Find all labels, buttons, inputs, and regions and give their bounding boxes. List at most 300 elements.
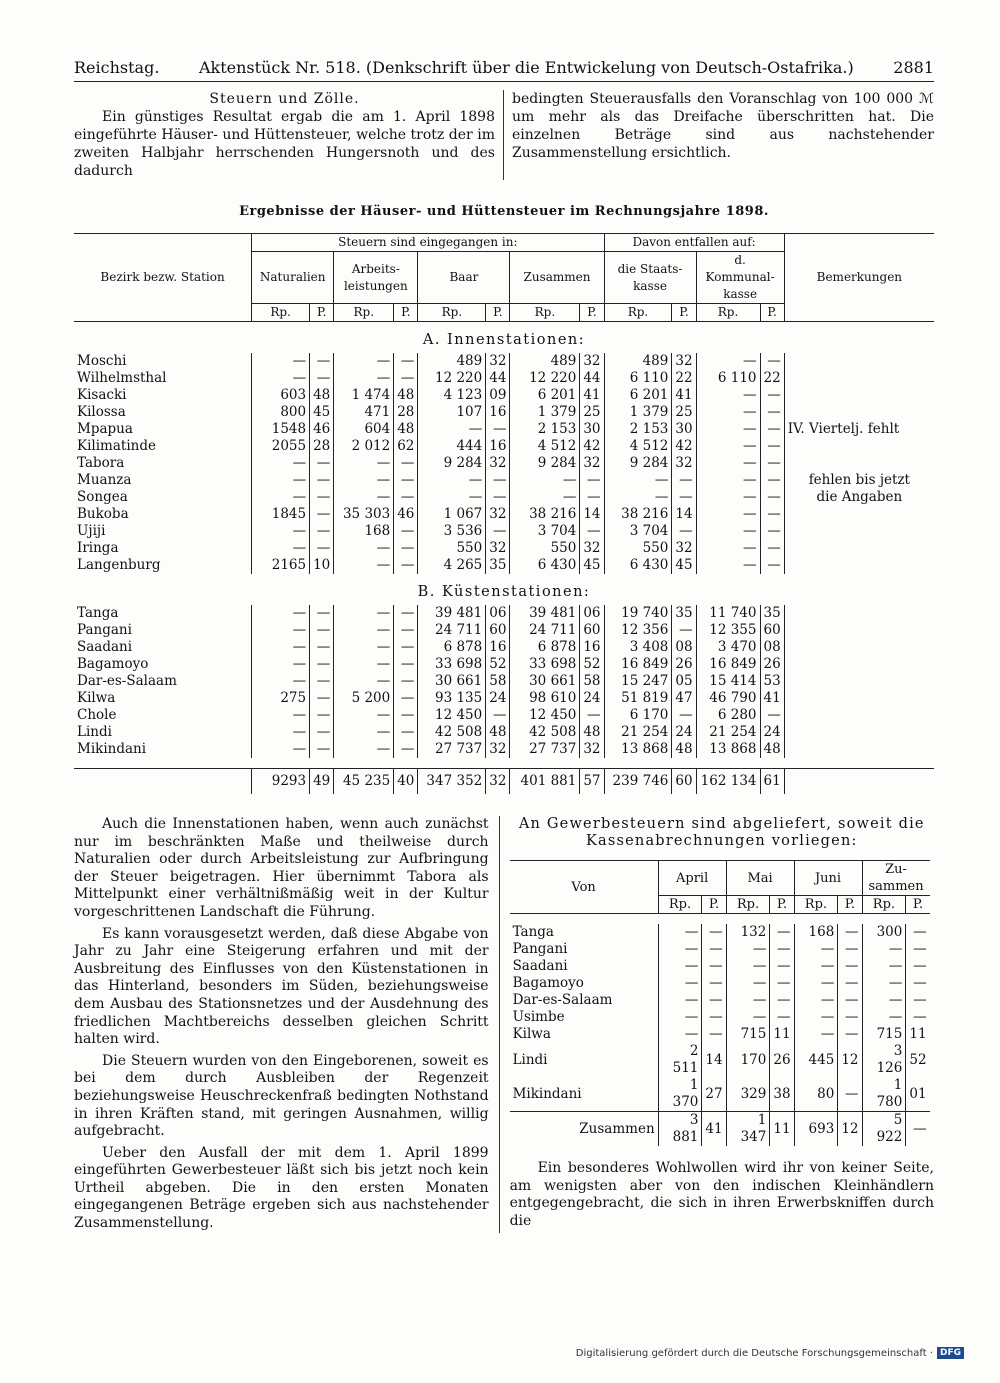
- amount-p: —: [838, 1009, 862, 1026]
- amount-rp: —: [418, 472, 486, 489]
- amount-p: —: [310, 540, 334, 557]
- amount-rp: —: [334, 353, 394, 370]
- amount-p: —: [838, 1077, 862, 1112]
- gewerbe-col-mai: Mai: [726, 861, 794, 896]
- amount-rp: 9 284: [418, 455, 486, 472]
- unit-p: P.: [702, 896, 726, 914]
- amount-p: 32: [672, 353, 696, 370]
- amount-p: 26: [760, 656, 784, 673]
- amount-rp: 19 740: [604, 605, 672, 622]
- amount-rp: 39 481: [418, 605, 486, 622]
- amount-rp: 39 481: [510, 605, 580, 622]
- amount-rp: —: [862, 941, 906, 958]
- amount-rp: 3 126: [862, 1043, 906, 1077]
- total-p: 11: [770, 1112, 794, 1147]
- col-header-arbeit: Arbeits-leistungen: [334, 252, 418, 304]
- table-row: [74, 673, 934, 690]
- amount-p: —: [310, 489, 334, 506]
- total-rp: 1 347: [726, 1112, 770, 1147]
- amount-p: 35: [486, 557, 510, 574]
- station-name: Wilhelmsthal: [74, 370, 252, 387]
- amount-p: 06: [486, 605, 510, 622]
- amount-rp: 550: [418, 540, 486, 557]
- amount-rp: 715: [862, 1026, 906, 1043]
- amount-rp: —: [334, 639, 394, 656]
- amount-rp: —: [658, 958, 702, 975]
- amount-p: 16: [580, 639, 604, 656]
- amount-rp: —: [696, 472, 760, 489]
- amount-p: —: [770, 975, 794, 992]
- amount-rp: 27 737: [418, 741, 486, 758]
- amount-rp: 329: [726, 1077, 770, 1112]
- amount-p: —: [580, 707, 604, 724]
- unit-p: P.: [770, 896, 794, 914]
- amount-rp: 550: [510, 540, 580, 557]
- page-footer: [576, 1347, 964, 1359]
- amount-p: 14: [580, 506, 604, 523]
- unit-rp: Rp.: [862, 896, 906, 914]
- total-rp: 45 235: [334, 769, 394, 795]
- amount-p: —: [486, 523, 510, 540]
- amount-rp: 6 878: [418, 639, 486, 656]
- amount-p: —: [913, 975, 927, 991]
- amount-rp: —: [252, 656, 310, 673]
- amount-p: —: [672, 472, 696, 489]
- amount-rp: —: [252, 673, 310, 690]
- amount-p: 08: [760, 639, 784, 656]
- station-name: Ujiji: [74, 523, 252, 540]
- amount-p: 32: [486, 506, 510, 523]
- amount-rp: —: [794, 941, 838, 958]
- amount-p: —: [760, 540, 784, 557]
- amount-rp: 1 780: [862, 1077, 906, 1112]
- amount-rp: —: [658, 992, 702, 1009]
- unit-rp: Rp.: [696, 304, 760, 322]
- amount-p: —: [760, 506, 784, 523]
- table-row: [74, 506, 934, 523]
- amount-p: —: [486, 421, 510, 438]
- amount-p: —: [394, 690, 418, 707]
- amount-rp: 33 698: [510, 656, 580, 673]
- section-b-row: [74, 574, 934, 605]
- amount-rp: 275: [252, 690, 310, 707]
- remark-empty: [784, 557, 934, 574]
- amount-rp: —: [252, 741, 310, 758]
- amount-rp: 471: [334, 404, 394, 421]
- amount-p: 42: [672, 438, 696, 455]
- amount-p: —: [770, 941, 794, 958]
- amount-rp: 170: [726, 1043, 770, 1077]
- gewerbe-col-april: April: [658, 861, 726, 896]
- amount-rp: —: [794, 1009, 838, 1026]
- station-name: Mpapua: [74, 421, 252, 438]
- unit-rp: Rp.: [418, 304, 486, 322]
- amount-rp: —: [726, 992, 770, 1009]
- total-rp: 5 922: [862, 1112, 906, 1147]
- remark-missing-line2: die Angaben: [816, 489, 903, 505]
- amount-p: —: [310, 506, 334, 523]
- remark-empty: [784, 370, 934, 387]
- amount-rp: 1 067: [418, 506, 486, 523]
- gewerbe-col-von: Von: [510, 861, 659, 914]
- amount-rp: 5 200: [334, 690, 394, 707]
- amount-p: —: [702, 992, 726, 1009]
- amount-rp: 603: [252, 387, 310, 404]
- amount-rp: —: [794, 1026, 838, 1043]
- amount-p: —: [310, 724, 334, 741]
- station-name: Dar-es-Salaam: [74, 673, 252, 690]
- table-row: [510, 1043, 930, 1077]
- amount-rp: 38 216: [510, 506, 580, 523]
- amount-p: 05: [672, 673, 696, 690]
- station-name: Kilossa: [74, 404, 252, 421]
- amount-p: 16: [486, 639, 510, 656]
- amount-rp: 6 201: [510, 387, 580, 404]
- amount-p: —: [760, 438, 784, 455]
- amount-p: —: [310, 455, 334, 472]
- amount-p: —: [760, 421, 784, 438]
- spacer-cell: [74, 758, 934, 769]
- amount-rp: 13 868: [696, 741, 760, 758]
- amount-p: —: [702, 924, 726, 941]
- amount-p: —: [394, 639, 418, 656]
- amount-rp: 445: [794, 1043, 838, 1077]
- main-table-title: Ergebnisse der Häuser- und Hüttensteuer im Rechnungsjahre 1898.: [239, 204, 769, 219]
- amount-p: —: [760, 489, 784, 506]
- gewerbe-col-zusammen: Zu-sammen: [862, 861, 930, 896]
- station-name: Pangani: [510, 941, 659, 958]
- amount-p: 24: [672, 724, 696, 741]
- section-title: Steuern und Zölle.: [209, 91, 360, 107]
- amount-p: 48: [580, 724, 604, 741]
- table-row: [510, 1026, 930, 1043]
- intro-columns: [74, 90, 934, 180]
- amount-p: 32: [486, 455, 510, 472]
- station-name: Pangani: [74, 622, 252, 639]
- amount-rp: —: [658, 975, 702, 992]
- amount-rp: 6 110: [696, 370, 760, 387]
- amount-p: —: [702, 1009, 726, 1026]
- lower-section: [74, 816, 934, 1233]
- amount-rp: 300: [862, 924, 906, 941]
- amount-rp: —: [696, 540, 760, 557]
- unit-rp: Rp.: [510, 304, 580, 322]
- amount-p: —: [702, 941, 726, 958]
- amount-p: 46: [310, 421, 334, 438]
- amount-rp: 2 153: [510, 421, 580, 438]
- amount-p: 25: [580, 404, 604, 421]
- amount-p: —: [310, 605, 334, 622]
- amount-p: —: [672, 489, 696, 506]
- amount-rp: —: [510, 472, 580, 489]
- amount-p: —: [770, 958, 794, 975]
- intro-left-column: [74, 90, 504, 180]
- table-row: [74, 387, 934, 404]
- amount-rp: 9 284: [510, 455, 580, 472]
- station-name: Dar-es-Salaam: [510, 992, 659, 1009]
- total-rp: 401 881: [510, 769, 580, 795]
- section-b-heading: B. Küstenstationen:: [417, 584, 591, 600]
- amount-p: 47: [672, 690, 696, 707]
- amount-p: —: [394, 656, 418, 673]
- amount-p: —: [394, 605, 418, 622]
- gewerbe-table-body: [510, 914, 930, 1147]
- amount-p: —: [310, 370, 334, 387]
- amount-rp: —: [252, 605, 310, 622]
- amount-p: 58: [486, 673, 510, 690]
- amount-rp: —: [862, 975, 906, 992]
- table-row: [74, 472, 934, 489]
- amount-rp: 42 508: [418, 724, 486, 741]
- remark-empty: [784, 438, 934, 455]
- total-p: 40: [394, 769, 418, 795]
- remark-empty: [784, 387, 934, 404]
- amount-rp: —: [726, 958, 770, 975]
- amount-rp: 3 704: [510, 523, 580, 540]
- table-row: [510, 975, 930, 992]
- amount-p: 10: [310, 557, 334, 574]
- remark-empty: [784, 404, 934, 421]
- amount-p: 09: [486, 387, 510, 404]
- amount-p: 48: [310, 387, 334, 404]
- amount-rp: 168: [794, 924, 838, 941]
- amount-rp: 2165: [252, 557, 310, 574]
- amount-rp: —: [726, 941, 770, 958]
- amount-p: —: [394, 673, 418, 690]
- table-row: [74, 690, 934, 707]
- table-row: [74, 353, 934, 370]
- amount-p: —: [702, 975, 726, 992]
- remark-empty: [784, 639, 934, 656]
- station-name: Mikindani: [74, 741, 252, 758]
- remark-empty: [784, 724, 934, 741]
- section-a-heading: A. Innenstationen:: [422, 332, 586, 348]
- table-row: [74, 370, 934, 387]
- amount-rp: —: [696, 353, 760, 370]
- amount-p: —: [760, 387, 784, 404]
- station-name: Lindi: [510, 1043, 659, 1077]
- station-name: Kisacki: [74, 387, 252, 404]
- amount-rp: 16 849: [604, 656, 672, 673]
- header-center: Aktenstück Nr. 518. (Denkschrift über die Entwickelung von Deutsch-Ostafrika.): [198, 58, 854, 77]
- amount-rp: 800: [252, 404, 310, 421]
- amount-rp: —: [862, 1009, 906, 1026]
- amount-p: —: [580, 523, 604, 540]
- total-p: 61: [760, 769, 784, 795]
- unit-rp: Rp.: [658, 896, 702, 914]
- amount-rp: 2 153: [604, 421, 672, 438]
- total-rp: 347 352: [418, 769, 486, 795]
- amount-p: —: [394, 353, 418, 370]
- amount-rp: 3 704: [604, 523, 672, 540]
- unit-p: P.: [486, 304, 510, 322]
- amount-rp: 3 470: [696, 639, 760, 656]
- amount-p: 53: [760, 673, 784, 690]
- amount-p: —: [770, 1009, 794, 1026]
- amount-p: 48: [394, 387, 418, 404]
- amount-rp: 1 474: [334, 387, 394, 404]
- amount-rp: —: [658, 941, 702, 958]
- amount-p: 45: [580, 557, 604, 574]
- document-page: [74, 58, 934, 1233]
- remark-missing-line1: fehlen bis jetzt: [808, 472, 910, 488]
- amount-p: 14: [702, 1043, 726, 1077]
- gewerbe-table: [510, 860, 930, 1146]
- remark-empty: [784, 690, 934, 707]
- amount-rp: 12 355: [696, 622, 760, 639]
- unit-rp: Rp.: [252, 304, 310, 322]
- amount-rp: 2 012: [334, 438, 394, 455]
- station-name: Muanza: [74, 472, 252, 489]
- amount-rp: —: [252, 455, 310, 472]
- amount-p: 35: [672, 605, 696, 622]
- paragraph-2: Es kann vorausgesetzt werden, daß diese Abgabe von Jahr zu Jahr eine Steigerung erfahren und mit der Ausbreitung des Einflusses von den Küstenstationen in das Hinterland, besonders im Süden, beziehungsweise dem Ausbau des Stationsnetzes und der Ausdehnung des friedlichen Machtbereichs desselben gleichen Schritt halten wird.: [74, 925, 489, 1048]
- totals-remark-empty: [784, 769, 934, 795]
- gewerbe-col-juni: Juni: [794, 861, 862, 896]
- amount-rp: 4 512: [510, 438, 580, 455]
- spacer-row: [510, 914, 930, 925]
- col-header-bezirk: Bezirk bezw. Station: [74, 234, 252, 322]
- amount-rp: —: [334, 472, 394, 489]
- amount-p: —: [486, 707, 510, 724]
- amount-p: —: [913, 1009, 927, 1025]
- amount-p: 45: [310, 404, 334, 421]
- amount-rp: 15 414: [696, 673, 760, 690]
- total-rp: 9293: [252, 769, 310, 795]
- amount-rp: —: [334, 455, 394, 472]
- total-rp: 3 881: [658, 1112, 702, 1147]
- amount-rp: 132: [726, 924, 770, 941]
- amount-rp: —: [726, 1009, 770, 1026]
- table-row: [74, 639, 934, 656]
- total-p: 60: [672, 769, 696, 795]
- table-row: [74, 404, 934, 421]
- total-label: Zusammen: [510, 1112, 659, 1147]
- amount-p: —: [310, 673, 334, 690]
- station-name: Lindi: [74, 724, 252, 741]
- amount-rp: —: [696, 438, 760, 455]
- remark-empty: [784, 622, 934, 639]
- amount-rp: 30 661: [510, 673, 580, 690]
- unit-p: P.: [394, 304, 418, 322]
- amount-p: 52: [486, 656, 510, 673]
- unit-rp: Rp.: [726, 896, 770, 914]
- station-name: Kilwa: [510, 1026, 659, 1043]
- amount-rp: 489: [510, 353, 580, 370]
- amount-rp: 1 379: [604, 404, 672, 421]
- header-left: Reichstag.: [74, 58, 160, 77]
- amount-rp: —: [334, 540, 394, 557]
- amount-p: 32: [486, 540, 510, 557]
- station-name: Saadani: [74, 639, 252, 656]
- amount-rp: —: [252, 622, 310, 639]
- station-name: Bagamoyo: [74, 656, 252, 673]
- amount-rp: 715: [726, 1026, 770, 1043]
- total-p: 32: [486, 769, 510, 795]
- intro-right-column: [504, 90, 934, 180]
- station-name: Usimbe: [510, 1009, 659, 1026]
- amount-p: —: [702, 958, 726, 975]
- amount-rp: 80: [794, 1077, 838, 1112]
- amount-rp: —: [658, 1026, 702, 1043]
- total-p: 41: [702, 1112, 726, 1147]
- unit-p: P.: [838, 896, 862, 914]
- amount-p: 26: [770, 1043, 794, 1077]
- amount-rp: 1548: [252, 421, 310, 438]
- amount-p: —: [310, 656, 334, 673]
- remark-empty: [784, 353, 934, 370]
- amount-rp: —: [418, 421, 486, 438]
- amount-rp: —: [726, 975, 770, 992]
- amount-rp: 2055: [252, 438, 310, 455]
- amount-p: —: [672, 523, 696, 540]
- remark-empty: [784, 455, 934, 472]
- col-header-baar: Baar: [418, 252, 510, 304]
- amount-rp: —: [604, 489, 672, 506]
- amount-rp: 489: [418, 353, 486, 370]
- amount-p: —: [394, 724, 418, 741]
- amount-rp: 489: [604, 353, 672, 370]
- amount-p: —: [913, 924, 927, 940]
- amount-p: —: [310, 472, 334, 489]
- amount-p: —: [394, 622, 418, 639]
- intro-left-text: Ein günstiges Resultat ergab die am 1. April 1898 eingeführte Häuser- und Hüttensteuer, welche trotz der im zweiten Halbjahr herrschenden Hungersnoth und des dadurch: [74, 109, 495, 179]
- amount-rp: —: [794, 975, 838, 992]
- total-rp: 162 134: [696, 769, 760, 795]
- table-row: [74, 455, 934, 472]
- amount-rp: —: [334, 673, 394, 690]
- amount-rp: —: [334, 724, 394, 741]
- station-name: Kilwa: [74, 690, 252, 707]
- amount-p: 41: [580, 387, 604, 404]
- table-row: [74, 605, 934, 622]
- amount-rp: 4 265: [418, 557, 486, 574]
- amount-rp: 98 610: [510, 690, 580, 707]
- amount-rp: —: [252, 489, 310, 506]
- amount-rp: —: [510, 489, 580, 506]
- amount-p: 45: [672, 557, 696, 574]
- amount-rp: 12 450: [510, 707, 580, 724]
- table-row: [74, 421, 934, 438]
- amount-p: 48: [672, 741, 696, 758]
- amount-p: 24: [760, 724, 784, 741]
- amount-p: —: [770, 924, 794, 941]
- amount-p: —: [486, 472, 510, 489]
- station-name: Chole: [74, 707, 252, 724]
- amount-rp: 12 450: [418, 707, 486, 724]
- amount-rp: 6 170: [604, 707, 672, 724]
- amount-p: —: [838, 958, 862, 975]
- amount-p: 11: [770, 1026, 794, 1043]
- unit-rp: Rp.: [334, 304, 394, 322]
- amount-p: 35: [760, 605, 784, 622]
- amount-rp: —: [252, 523, 310, 540]
- amount-p: —: [310, 690, 334, 707]
- amount-rp: 51 819: [604, 690, 672, 707]
- intro-right-text: bedingten Steuerausfalls den Voranschlag von 100 000 ℳ um mehr als das Dreifache überschritten hat. Die einzelnen Beträge sind aus nachstehender Zusammenstellung ersichtlich.: [512, 91, 934, 161]
- table-row: [74, 438, 934, 455]
- station-name: Bukoba: [74, 506, 252, 523]
- col-header-kommunalkasse: d. Kommunal-kasse: [696, 252, 784, 304]
- amount-rp: —: [252, 353, 310, 370]
- amount-rp: —: [696, 489, 760, 506]
- amount-rp: 24 711: [418, 622, 486, 639]
- gewerbe-after-text: Ein besonderes Wohlwollen wird ihr von keiner Seite, am wenigsten aber von den indischen Kleinhändlern entgegengebracht, die sich in ihren Erwerbskniffen durch die: [509, 1160, 934, 1229]
- amount-p: 44: [486, 370, 510, 387]
- amount-p: 32: [580, 353, 604, 370]
- amount-rp: 12 356: [604, 622, 672, 639]
- amount-rp: —: [334, 741, 394, 758]
